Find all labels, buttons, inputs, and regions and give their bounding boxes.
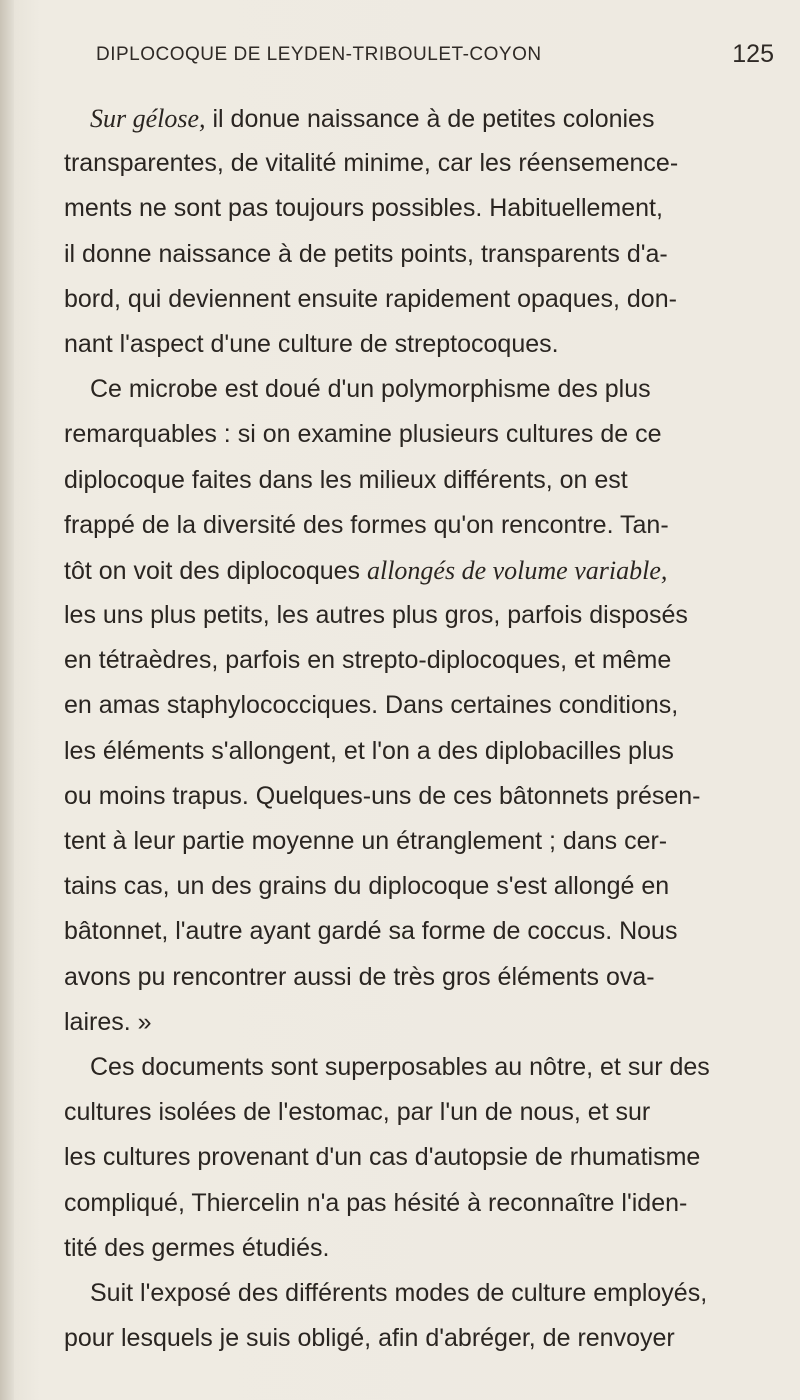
text-line: bâtonnet, l'autre ayant gardé sa forme de coccus. Nous [64,917,678,946]
text-line: bord, qui deviennent ensuite rapidement opaques, don- [64,284,677,313]
text-line: ments ne sont pas toujours possibles. Habituellement, [64,194,663,223]
text-line [64,548,764,593]
text-line: compliqué, Thiercelin n'a pas hésité à reconnaître l'iden- [64,1188,688,1217]
text-line: nant l'aspect d'une culture de streptocoques. [64,329,559,358]
text-line: en tétraèdres, parfois en strepto-diplocoques, et même [64,646,672,675]
text-line: Suit l'exposé des différents modes de culture employés, [90,1278,708,1307]
text-line: ou moins trapus. Quelques-uns de ces bâtonnets présen- [64,781,701,810]
text-line: cultures isolées de l'estomac, par l'un de nous, et sur [64,1098,651,1127]
text-line: les uns plus petits, les autres plus gros, parfois disposés [64,601,688,630]
text-line: tent à leur partie moyenne un étranglement ; dans cer- [64,827,668,855]
italic-lead: Sur gélose, [90,104,206,133]
text-line: les éléments s'allongent, et l'on a des diplobacilles plus [64,736,674,765]
text-fragment: il donue naissance à de petites colonies [205,105,655,133]
page-number: 125 [732,40,774,68]
running-head [96,34,776,74]
text-line: tains cas, un des grains du diplocoque s'est allongé en [64,872,670,901]
text-line: transparentes, de vitalité minime, car les réensemence- [64,149,679,178]
text-line: Ces documents sont superposables au nôtre, et sur des [90,1052,710,1081]
text-line: en amas staphylococciques. Dans certaines conditions, [64,691,679,720]
text-fragment: tôt on voit des diplocoques [64,556,367,585]
text-line: laires. » [64,1007,152,1036]
text-line: pour lesquels je suis obligé, afin d'abréger, de renvoyer [64,1324,675,1353]
text-line: avons pu rencontrer aussi de très gros éléments ova- [64,962,655,991]
running-title: DIPLOCOQUE DE LEYDEN-TRIBOULET-COYON [96,44,542,65]
body-text [64,96,764,1361]
text-line: remarquables : si on examine plusieurs cultures de ce [64,420,662,449]
text-line: les cultures provenant d'un cas d'autopsie de rhumatisme [64,1143,701,1172]
italic-phrase: allongés de volume variable, [366,555,668,585]
text-line: Ce microbe est doué d'un polymorphisme des plus [90,375,651,404]
page-binding-edge [0,0,14,1400]
text-line: frappé de la diversité des formes qu'on rencontre. Tan- [64,510,669,539]
text-line: tité des germes étudiés. [64,1233,330,1262]
text-line: il donne naissance à de petits points, transparents d'a- [64,239,668,268]
text-line [64,96,764,141]
text-line: diplocoque faites dans les milieux différents, on est [64,465,628,494]
